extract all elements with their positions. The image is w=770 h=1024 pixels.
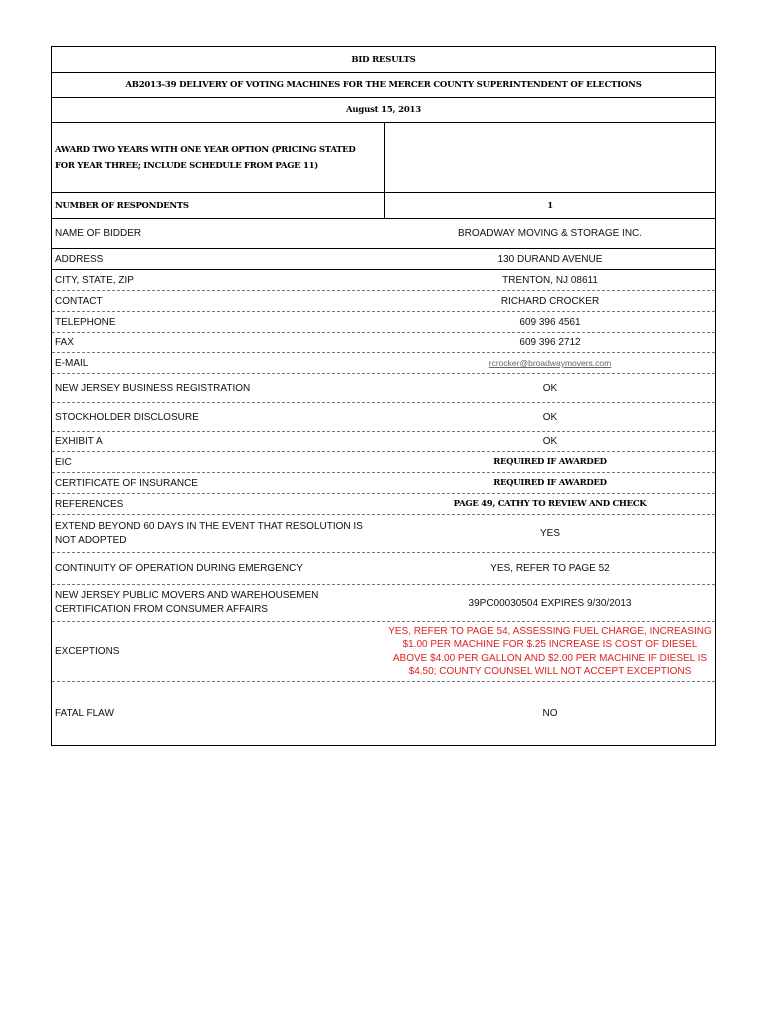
bidder-name-label: NAME OF BIDDER <box>55 228 142 239</box>
exhibit-value: OK <box>542 436 558 447</box>
telephone-label: TELEPHONE <box>55 316 116 328</box>
extend-value: YES <box>539 528 560 539</box>
references-row <box>52 494 715 515</box>
references-value: PAGE 49, CATHY TO REVIEW AND CHECK <box>453 499 647 509</box>
bidder-name-value: BROADWAY MOVING & STORAGE INC. <box>457 228 643 239</box>
bid-results-sheet <box>51 46 716 746</box>
extend-row <box>52 515 715 553</box>
registration-value: OK <box>542 382 558 394</box>
continuity-value: YES, REFER TO PAGE 52 <box>490 563 610 574</box>
fatal-flaw-row <box>52 682 715 745</box>
city-label: CITY, STATE, ZIP <box>55 274 134 286</box>
bidder-name-row <box>52 219 715 249</box>
contact-label: CONTACT <box>55 295 103 307</box>
exceptions-row <box>52 622 715 682</box>
address-label: ADDRESS <box>55 253 104 265</box>
fax-row <box>52 333 715 353</box>
exhibit-row <box>52 432 715 452</box>
continuity-label: CONTINUITY OF OPERATION DURING EMERGENCY <box>55 563 303 574</box>
contact-row <box>52 291 715 312</box>
award-row <box>52 123 715 193</box>
insurance-label: CERTIFICATE OF INSURANCE <box>55 477 198 489</box>
email-link[interactable]: rcrocker@broadwaymovers.com <box>488 358 612 368</box>
respondents-label: NUMBER OF RESPONDENTS <box>52 193 385 218</box>
exceptions-label: EXCEPTIONS <box>55 646 120 657</box>
email-label: E-MAIL <box>55 357 89 369</box>
fatal-flaw-value: NO <box>542 708 558 719</box>
registration-row <box>52 374 715 403</box>
city-row <box>52 270 715 291</box>
sheet-subtitle: AB2013-39 DELIVERY OF VOTING MACHINES FOR THE MERCER COUNTY SUPERINTENDENT OF ELECTIONS <box>52 73 715 98</box>
respondents-row <box>52 193 715 219</box>
award-value <box>385 123 715 192</box>
continuity-row <box>52 553 715 585</box>
eic-value: REQUIRED IF AWARDED <box>493 457 607 467</box>
insurance-row <box>52 473 715 494</box>
address-value: 130 DURAND AVENUE <box>497 253 603 265</box>
stockholder-value: OK <box>542 411 558 423</box>
telephone-row <box>52 312 715 333</box>
stockholder-label: STOCKHOLDER DISCLOSURE <box>55 411 199 423</box>
movers-row <box>52 585 715 622</box>
respondents-value: 1 <box>547 200 553 211</box>
contact-value: RICHARD CROCKER <box>500 295 600 307</box>
stockholder-row <box>52 403 715 432</box>
eic-row <box>52 452 715 473</box>
registration-label: NEW JERSEY BUSINESS REGISTRATION <box>55 382 251 394</box>
fax-value: 609 396 2712 <box>519 337 581 348</box>
city-value: TRENTON, NJ 08611 <box>502 274 598 286</box>
email-row <box>52 353 715 374</box>
address-row <box>52 249 715 270</box>
exhibit-label: EXHIBIT A <box>55 436 103 447</box>
extend-label: EXTEND BEYOND 60 DAYS IN THE EVENT THAT RESOLUTION IS NOT ADOPTED <box>55 520 363 546</box>
insurance-value: REQUIRED IF AWARDED <box>493 478 607 488</box>
exceptions-value: YES, REFER TO PAGE 54, ASSESSING FUEL CHARGE, INCREASING $1.00 PER MACHINE FOR $.25 INCREASE IS COST OF DIESEL ABOVE $4.00 PER GALLON AND $2.00 PER MACHINE IF DIESEL IS $4.50; COUNTY COUNSEL WILL NOT ACCEPT EXCEPTIONS <box>388 625 712 677</box>
fax-label: FAX <box>55 337 74 348</box>
movers-value: 39PC00030504 EXPIRES 9/30/2013 <box>468 597 632 609</box>
movers-label: NEW JERSEY PUBLIC MOVERS AND WAREHOUSEMEN CERTIFICATION FROM CONSUMER AFFAIRS <box>55 590 319 615</box>
references-label: REFERENCES <box>55 498 124 510</box>
telephone-value: 609 396 4561 <box>519 316 581 328</box>
sheet-date: August 15, 2013 <box>52 98 715 123</box>
sheet-title: BID RESULTS <box>52 47 715 73</box>
eic-label: EIC <box>55 456 72 468</box>
award-text: AWARD TWO YEARS WITH ONE YEAR OPTION (PRICING STATED FOR YEAR THREE; INCLUDE SCHEDULE FROM PAGE 11) <box>52 123 385 192</box>
fatal-flaw-label: FATAL FLAW <box>55 708 114 719</box>
